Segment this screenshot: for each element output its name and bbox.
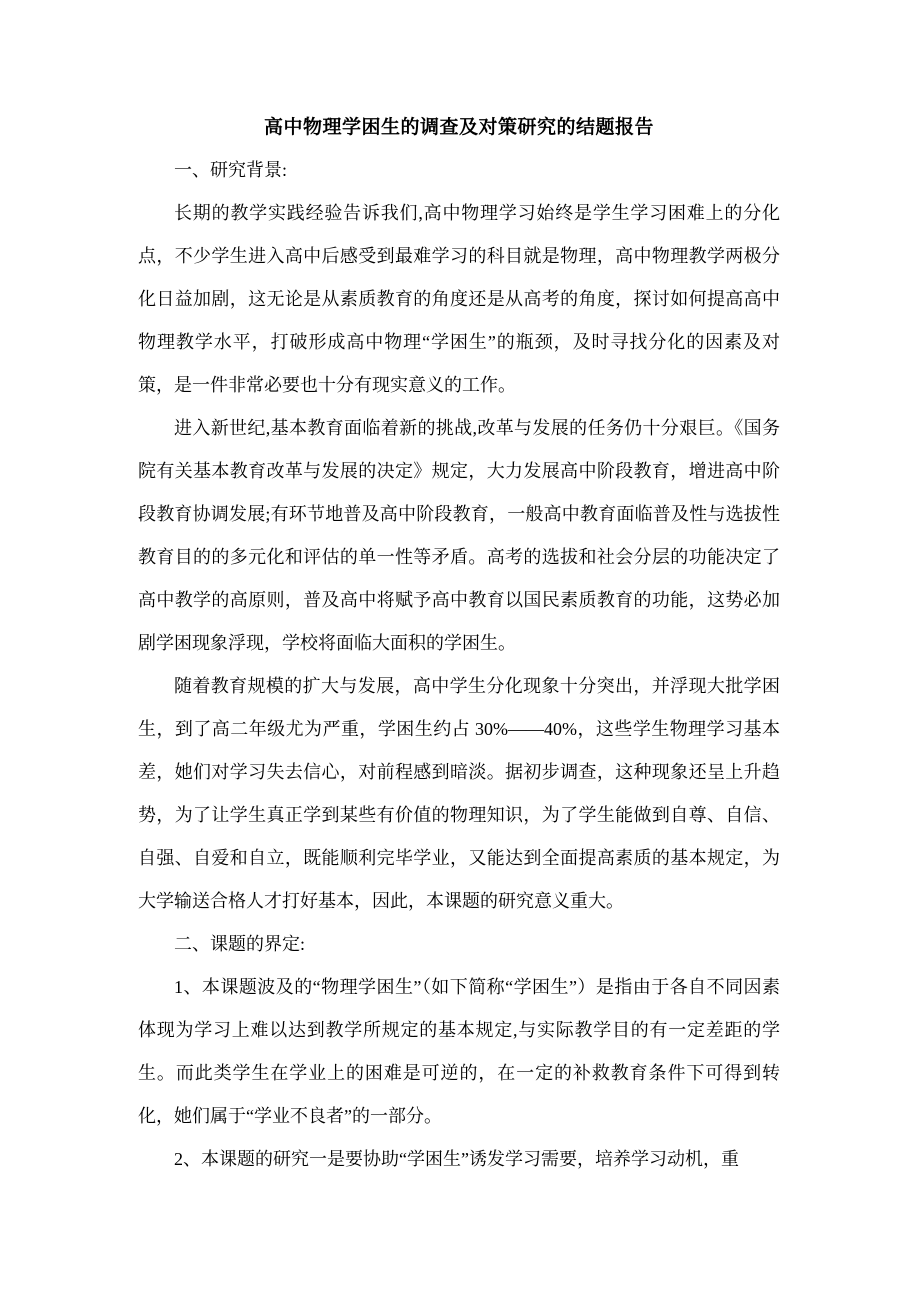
paragraph: 随着教育规模的扩大与发展，高中学生分化现象十分突出，并浮现大批学困生，到了高二年级尤为严重，学困生约占 30%——40%，这些学生物理学习基本差，她们对学习失去信心，对前程感到暗淡。据初步调查，这种现象还呈上升趋势，为了让学生真正学到某些有价值的物理知识，为了学生能做到自尊、自信、自强、自爱和自立，既能顺利完毕学业，又能达到全面提高素质的基本规定，为大学输送合格人才打好基本，因此，本课题的研究意义重大。 [138, 676, 780, 911]
paragraph: 2、本课题的研究一是要协助“学困生”诱发学习需要，培养学习动机，重 [174, 1149, 739, 1169]
document-title: 高中物理学困生的调查及对策研究的结题报告 [263, 117, 654, 138]
paragraph: 进入新世纪,基本教育面临着新的挑战,改革与发展的任务仍十分艰巨。《国务院有关基本教育改革与发展的决定》规定，大力发展高中阶段教育，增进高中阶段教育协调发展;有环节地普及高中阶段教育，一般高中教育面临普及性与选拔性教育目的的多元化和评估的单一性等矛盾。高考的选拔和社会分层的功能决定了高中教学的高原则，普及高中将赋予高中教育以国民素质教育的功能，这势必加剧学困现象浮现，学校将面临大面积的学困生。 [138, 418, 780, 653]
paragraph: 长期的教学实践经验告诉我们,高中物理学习始终是学生学习困难上的分化点，不少学生进入高中后感受到最难学习的科目就是物理，高中物理教学两极分化日益加剧，这无论是从素质教育的角度还是从高考的角度，探讨如何提高高中物理教学水平，打破形成高中物理“学困生”的瓶颈，及时寻找分化的因素及对策，是一件非常必要也十分有现实意义的工作。 [138, 203, 780, 395]
section-heading-topic-definition: 二、课题的界定: [174, 934, 306, 954]
section-heading-research-background: 一、研究背景: [174, 160, 288, 180]
paragraph: 1、本课题波及的“物理学困生”（如下简称“学困生”）是指由于各自不同因素体现为学习上难以达到教学所规定的基本规定,与实际教学目的有一定差距的学生。而此类学生在学业上的困难是可逆的，在一定的补救教育条件下可得到转化，她们属于“学业不良者”的一部分。 [138, 977, 780, 1126]
